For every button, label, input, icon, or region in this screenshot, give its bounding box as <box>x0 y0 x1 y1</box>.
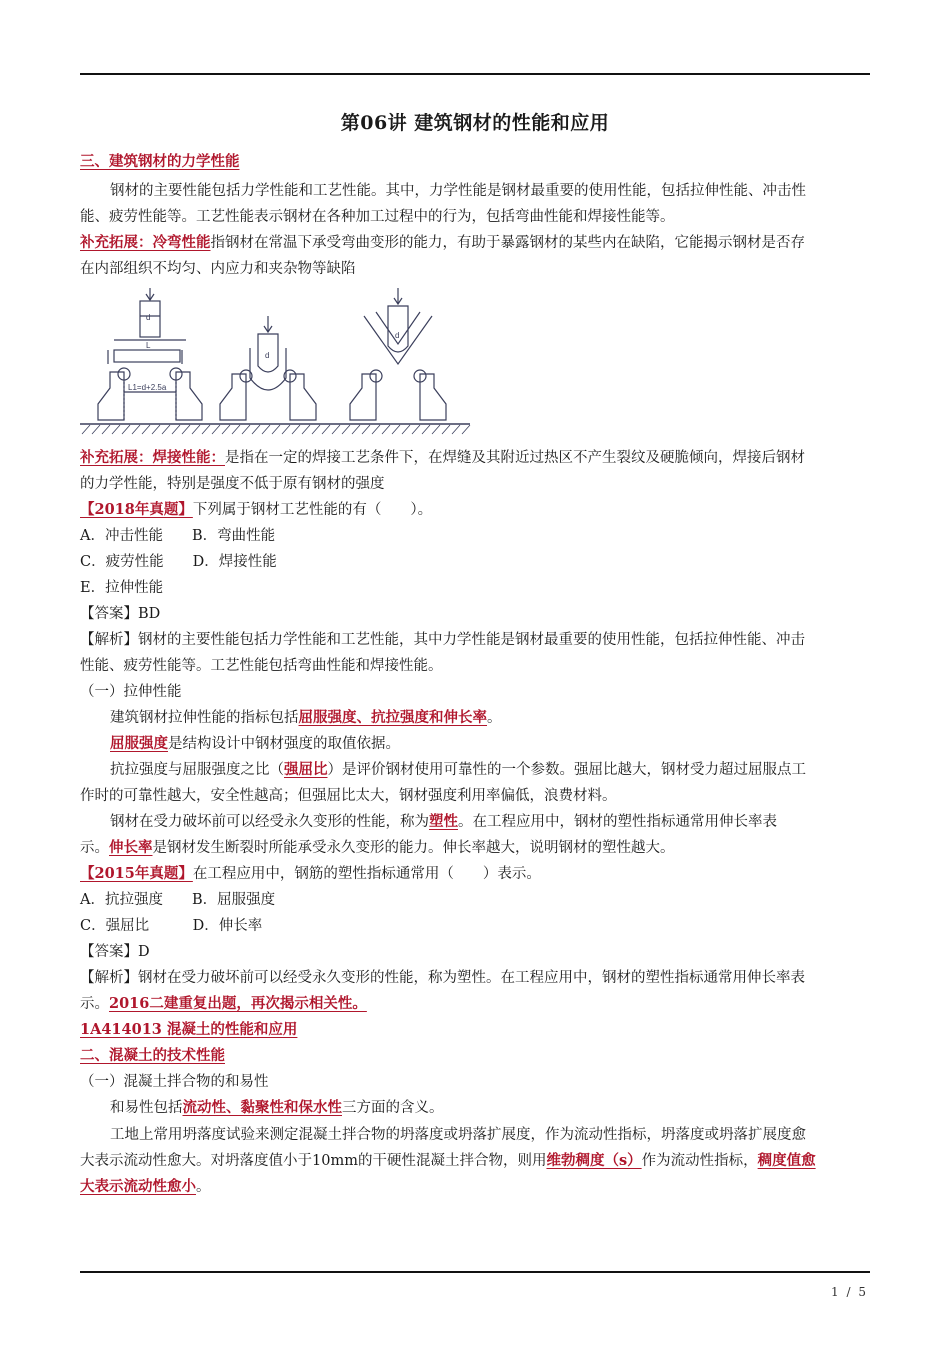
body-text: 三方面的含义。 <box>342 1100 444 1116</box>
text-line <box>80 259 356 279</box>
text-line <box>80 552 277 572</box>
body-text: 钢材的主要性能包括力学性能和工艺性能。其中，力学性能是钢材最重要的使用性能，包括拉伸性能、冲击性 <box>110 183 806 199</box>
body-text: 在工程应用中，钢筋的塑性指标通常用（ ）表示。 <box>192 866 541 882</box>
text-line <box>110 734 400 754</box>
text-line <box>80 968 805 988</box>
highlight-text: 屈服强度、抗拉强度和伸长率 <box>298 709 487 726</box>
body-text: 在内部组织不均匀、内应力和夹杂物等缺陷 <box>80 261 356 277</box>
body-text: 示。 <box>80 840 109 856</box>
figure-label-d3: d <box>395 331 400 340</box>
body-text: C．疲劳性能 D．焊接性能 <box>80 554 277 570</box>
text-line <box>80 233 805 253</box>
text-line <box>80 474 385 494</box>
body-text: 钢材在受力破坏前可以经受永久变形的性能，称为 <box>110 814 429 830</box>
body-text: 指钢材在常温下承受弯曲变形的能力，有助于暴露钢材的某些内在缺陷，它能揭示钢材是否存 <box>210 235 805 251</box>
text-line <box>80 448 805 468</box>
text-line <box>80 994 367 1014</box>
highlight-text: 二、混凝土的技术性能 <box>80 1047 225 1064</box>
highlight-text: 三、建筑钢材的力学性能 <box>80 153 240 170</box>
body-text: 下列属于钢材工艺性能的有（ ）。 <box>192 502 433 518</box>
highlight-text: 【2018年真题】 <box>80 501 193 518</box>
text-line <box>80 630 805 650</box>
body-text: 的力学性能，特别是强度不低于原有钢材的强度 <box>80 476 385 492</box>
highlight-text: 大表示流动性愈小 <box>80 1178 196 1195</box>
body-text: 是钢材发生断裂时所能承受永久变形的能力。伸长率越大，说明钢材的塑性越大。 <box>152 840 675 856</box>
text-line <box>110 1125 806 1145</box>
body-text: A．冲击性能 B．弯曲性能 <box>80 528 276 544</box>
highlight-text: 1A414013 混凝土的性能和应用 <box>80 1021 298 1038</box>
highlight-text: 塑性 <box>429 813 458 830</box>
text-line <box>80 500 432 520</box>
top-rule <box>80 73 870 75</box>
body-text: 和易性包括 <box>110 1100 183 1116</box>
text-line <box>80 916 262 936</box>
body-text: （一）拉伸性能 <box>80 684 182 700</box>
highlight-text: 2016二建重复出题，再次揭示相关性。 <box>109 995 367 1012</box>
text-line <box>110 708 502 728</box>
text-line <box>110 812 777 832</box>
body-text: E．拉伸性能 <box>80 580 164 596</box>
text-line <box>80 864 541 884</box>
body-text: 能、疲劳性能等。工艺性能表示钢材在各种加工过程中的行为，包括弯曲性能和焊接性能等。 <box>80 209 675 225</box>
body-text: 性能、疲劳性能等。工艺性能包括弯曲性能和焊接性能。 <box>80 658 443 674</box>
highlight-text: 伸长率 <box>109 839 153 856</box>
highlight-text: 强屈比 <box>284 761 328 778</box>
body-text: 。在工程应用中，钢材的塑性指标通常用伸长率表 <box>458 814 777 830</box>
page-number: 1 / 5 <box>831 1285 868 1299</box>
figure-label-L1: L1=d+2.5a <box>128 383 167 392</box>
figure-label-L: L <box>146 341 151 350</box>
figure-label-d2: d <box>265 351 270 360</box>
text-line <box>80 152 240 172</box>
highlight-text: 补充拓展：冷弯性能 <box>80 234 211 251</box>
body-text: 工地上常用坍落度试验来测定混凝土拌合物的坍落度或坍落扩展度，作为流动性指标，坍落度或坍落扩展度愈 <box>110 1127 806 1143</box>
text-line <box>110 1098 444 1118</box>
figure-label-d1: d <box>146 313 151 322</box>
text-line <box>80 1151 816 1171</box>
text-line <box>80 942 150 962</box>
bottom-rule <box>80 1271 870 1273</box>
highlight-text: 维勃稠度（s） <box>546 1152 642 1169</box>
body-text: A．抗拉强度 B．屈服强度 <box>80 892 276 908</box>
highlight-text: 补充拓展：焊接性能： <box>80 449 225 466</box>
text-line <box>80 1046 225 1066</box>
text-line <box>110 760 806 780</box>
body-text: 【答案】BD <box>80 606 161 622</box>
text-line <box>80 1072 269 1092</box>
body-text: 是结构设计中钢材强度的取值依据。 <box>168 736 400 752</box>
body-text: 作时的可靠性越大，安全性越高；但强屈比太大，钢材强度利用率偏低，浪费材料。 <box>80 788 617 804</box>
text-line <box>80 838 675 858</box>
body-text: 。 <box>196 1179 211 1195</box>
body-text: 【解析】钢材的主要性能包括力学性能和工艺性能，其中力学性能是钢材最重要的使用性能，包括拉伸性能、冲击 <box>80 632 805 648</box>
highlight-text: 流动性、黏聚性和保水性 <box>182 1099 342 1116</box>
body-text: （一）混凝土拌合物的和易性 <box>80 1074 269 1090</box>
body-text: 大表示流动性愈大。对坍落度值小于10mm的干硬性混凝土拌合物，则用 <box>80 1153 547 1169</box>
body-text: 作为流动性指标， <box>641 1153 758 1169</box>
highlight-text: 稠度值愈 <box>757 1152 816 1169</box>
body-text: C．强屈比 D．伸长率 <box>80 918 263 934</box>
text-line <box>80 656 443 676</box>
body-text: ）是评价钢材使用可靠性的一个参数。强屈比越大，钢材受力超过屈服点工 <box>327 762 806 778</box>
body-text: 示。 <box>80 996 109 1012</box>
text-line <box>80 890 275 910</box>
text-line <box>80 526 275 546</box>
text-line <box>80 1020 297 1040</box>
cold-bend-test-figure <box>80 286 480 438</box>
text-line <box>80 578 163 598</box>
text-line <box>110 181 806 201</box>
body-text: 【解析】钢材在受力破坏前可以经受永久变形的性能，称为塑性。在工程应用中，钢材的塑性指标通常用伸长率表 <box>80 970 805 986</box>
text-line <box>80 1177 211 1197</box>
highlight-text: 屈服强度 <box>110 735 168 752</box>
text-line <box>80 786 617 806</box>
body-text: 【答案】D <box>80 944 150 960</box>
text-line <box>80 604 160 624</box>
text-line <box>80 682 182 702</box>
page-title: 第06讲 建筑钢材的性能和应用 <box>340 112 610 134</box>
body-text: 。 <box>487 710 502 726</box>
body-text: 建筑钢材拉伸性能的指标包括 <box>110 710 299 726</box>
body-text: 抗拉强度与屈服强度之比（ <box>110 762 284 778</box>
text-line <box>80 207 675 227</box>
body-text: 是指在一定的焊接工艺条件下，在焊缝及其附近过热区不产生裂纹及硬脆倾向，焊接后钢材 <box>225 450 805 466</box>
highlight-text: 【2015年真题】 <box>80 865 193 882</box>
